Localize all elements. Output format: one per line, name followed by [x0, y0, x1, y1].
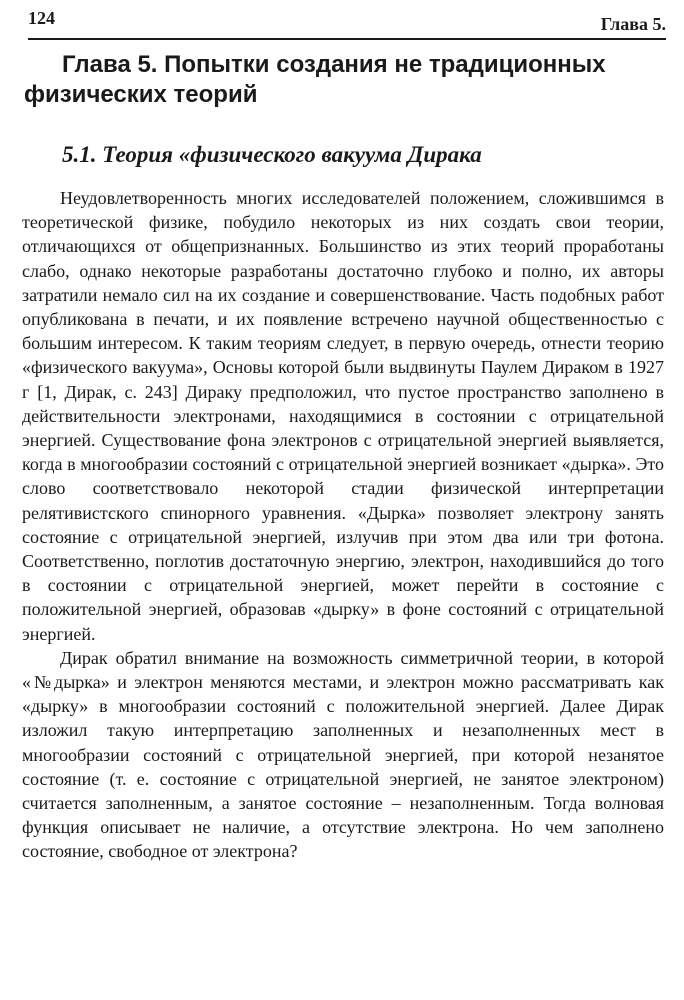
- running-chapter-label: Глава 5.: [600, 14, 666, 34]
- chapter-title: Глава 5. Попытки создания не традиционных физических теорий: [24, 51, 606, 108]
- page-number: 124: [28, 8, 55, 28]
- paragraph-1: Неудовлетворенность многих исследователей положением, сложившимся в теоретической физике, побудило некоторых из них создать свои теории, отличающихся от общепризнанных. Большинство из этих теорий проработаны слабо, однако некоторые разработаны достаточно глубоко и полно, их авторы затратили немало сил на их создание и совершенствование. Часть подобных работ опубликована в печати, и их появление встречено научной общественностью с большим интересом. К таким теориям следует, в первую очередь, отнести теорию «физического вакуума», Основы которой были выдвинуты Паулем Дираком в 1927 г [1, Дирак, с. 243] Дираку предположил, что пустое пространство заполнено в действительности электронами, находящимися в состоянии с отрицательной энергией. Существование фона электронов с отрицательной энергией выявляется, когда в многообразии состояний с отрицательной энергией возникает «дырка». Это слово соответствовало некоторой стадии физической интерпретации релятивистского спинорного уравнения. «Дырка» позволяет электрону занять состояние с отрицательной энергией, излучив при этом два или три фотона. Соответственно, поглотив достаточную энергию, электрон, находившийся до того в состоянии с отрицательной энергией, может перейти в состояние с положительной энергией, образовав «дырку» в фоне состояний с отрицательной энергией.: [22, 188, 664, 644]
- running-head: [28, 4, 666, 40]
- paragraph-2: Дирак обратил внимание на возможность симметричной теории, в которой «№дырка» и электрон меняются местами, и электрон можно рассматривать как «дырку» в многообразии состояний с положительной энергией. Далее Дирак изложил такую интерпретацию заполненных и незаполненных мест в многообразии состояний с отрицательной энергией, при которой незанятое состояние (т. е. состояние с отрицательной энергией, не занятое электроном) считается заполненным, а занятое состояние – незаполненным. Тогда волновая функция описывает не наличие, а отсутствие электрона. Но чем заполнено состояние, свободное от электрона?: [22, 647, 664, 862]
- body-text: [22, 186, 664, 864]
- section-title: 5.1. Теория «физического вакуума Дирака: [62, 142, 482, 167]
